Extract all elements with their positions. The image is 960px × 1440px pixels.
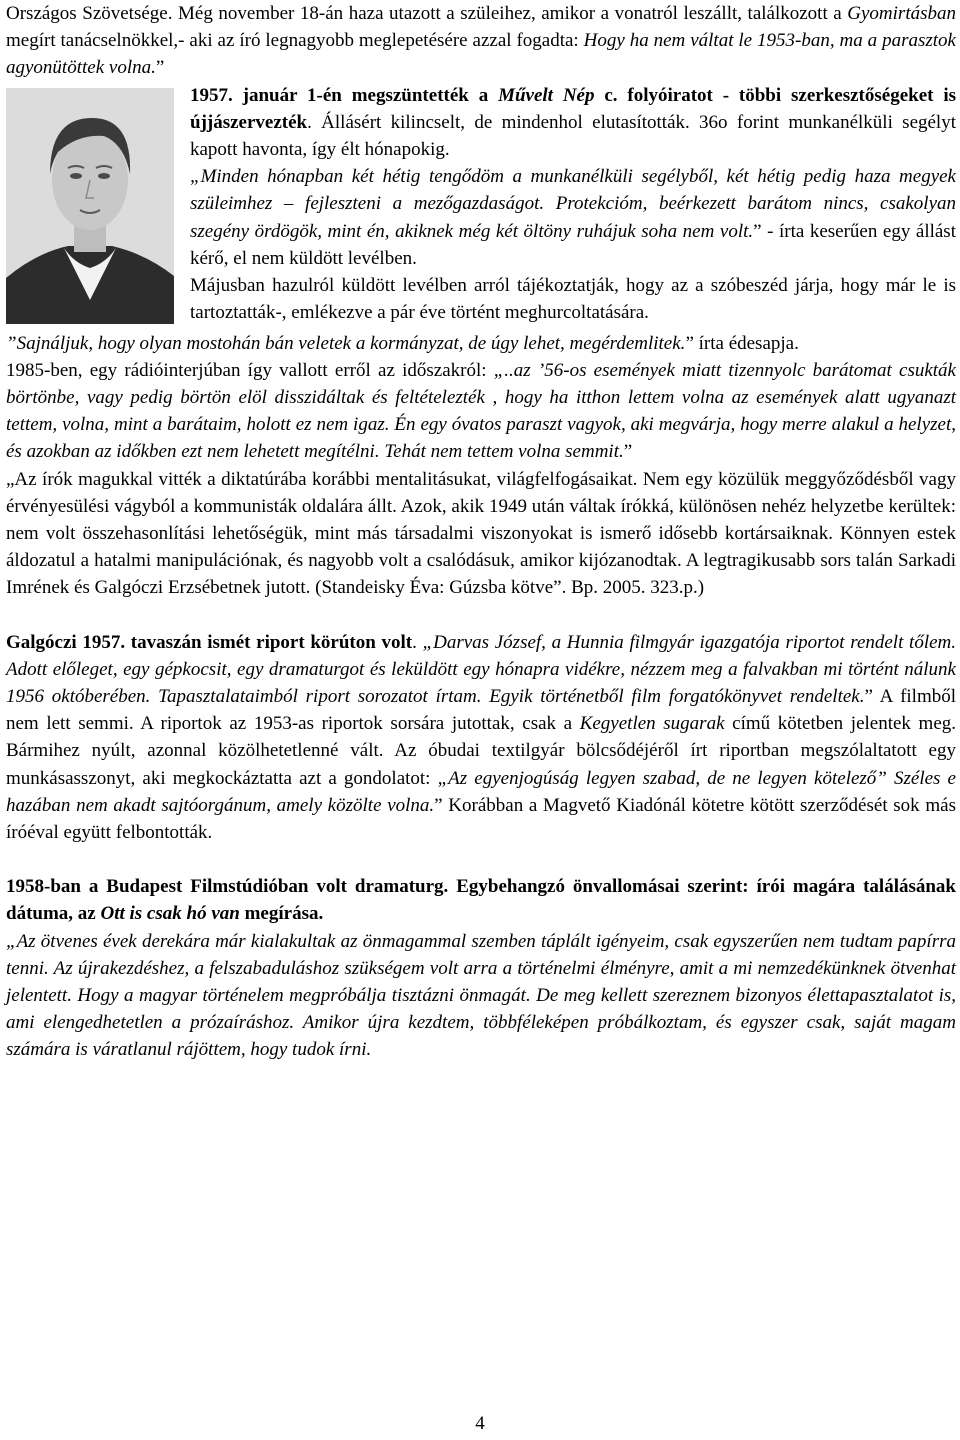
paragraph-interview-1985: 1985-ben, egy rádióinterjúban így vallott erről az időszakról: „..az ’56-os események miatt tizennyolc barátomat csukták börtönbe, vagy pedig börtön elöl disszidáltak és feltételezték , hogy ha itthon lettem volna az események alatt ugyanazt tettem, volna, mint a barátaim, holott ez nem igaz. Én egy óvatos paraszt vagyok, aki megvárja, hogy merre alakul a helyzet, és azokban az időkben ezt nem lehetett megítélni. Tehát nem tettem volna semmit.” <box>6 359 956 463</box>
paragraph-intro: Országos Szövetsége. Még november 18-án haza utazott a szüleihez, amikor a vonatról leszállt, találkozott a Gyomirtásban megírt tanácselnökkel,- aki az író legnagyobb meglepetésére azzal fogadta: Hogy ha nem váltat le 1953-ban, ma a parasztok agyonütöttek volna.” <box>6 3 956 79</box>
paragraph-1958-heading: 1958-ban a Budapest Filmstúdióban volt dramaturg. Egybehangzó önvallomásai szerint: írói magára találásának dátuma, az Ott is csak hó van megírása. <box>6 876 956 925</box>
paragraph-standeisky-quote: „Az írók magukkal vitték a diktatúrába korábbi mentalitásukat, világfelfogásaikat. Nem egy közülük meggyőződésből vagy érvényesülési vágyból a kommunisták oldalára állt. Azok, akik 1949 után váltak írókká, különösen nehéz helyzetbe kerültek: nem volt összehasonlítási lehetőségük, mint más társadalmi viszonyokat is ismerő idősebb kortársaiknak. Könnyen estek áldozatul a hatalmi manipulációnak, és nagyobb volt a csalódásuk, amikor kijózanodtak. A legtragikusabb sors talán Sarkadi Imrének és Galgóczi Erzsébetnek jutott. (Standeisky Éva: Gúzsba kötve”. Bp. 2005. 323.p.) <box>6 468 956 599</box>
page-number: 4 <box>475 1413 485 1434</box>
portrait-image <box>6 88 174 324</box>
paragraph-1957: 1957. január 1-én megszüntették a Művelt Nép c. folyóiratot - többi szerkesztőségeket is újjászervezték. Állásért kilincselt, de mindenhol elutasították. 36o forint munkanélküli segélyt kapott havonta, így élt hónapokig. <box>190 84 956 161</box>
portrait-photo <box>6 84 184 330</box>
paragraph-spring-1957: Galgóczi 1957. tavaszán ismét riport körúton volt. „Darvas József, a Hunnia filmgyár igazgatója riportot rendelt tőlem. Adott előleget, egy gépkocsit, egy dramaturgot és leküldött egy hónapra vidékre, nézzem meg a falvakban mi történt nálunk 1956 októberében. Tapasztalataimból riport sorozatot írtam. Egyik történetből film forgatókönyvet rendeltek.” A filmből nem lett semmi. A riportok az 1953-as riportok sorsára jutottak, csak a Kegyetlen sugarak című kötetben jelentek meg. Bármihez nyúlt, azonnal közölhetetlenné vált. Az óbudai textilgyár bölcsődéjéről írt riportban megszólaltatott egy munkásasszonyt, aki megkockáztatta azt a gondolatot: „Az egyenjogúság legyen szabad, de ne legyen kötelező” Széles e hazában nem akadt sajtóorgánum, amely közölte volna.” Korábban a Magvető Kiadónál kötetre kötött szerződését sok más íróéval együtt felbontották. <box>6 631 957 844</box>
paragraph-fifties-quote: „Az ötvenes évek derekára már kialakultak az önmagammal szemben táplált igényeim, csak egyszerűen nem tudtam papírra tenni. Az újrakezdéshez, a felszabaduláshoz szükségem volt arra a történelmi élményre, amit a mi nemzedékünknek ötvenhat jelentett. Hogy a magyar történelem megpróbálja tisztázni önmagát. De meg kellett szereznem bizonyos élettapasztalatot is, ami elengedhetetlen a prózaíráshoz. Amikor újra kezdtem, többféleképen próbálkoztam, és egyszer csak, saját magam számára is váratlanul rájöttem, hogy tudok írni. <box>6 930 956 1061</box>
paragraph-father: ”Sajnáljuk, hogy olyan mostohán bán veletek a kormányzat, de úgy lehet, megérdemlitek.” írta édesapja. <box>6 332 799 354</box>
paragraph-may-letter: Májusban hazulról küldött levélben arról tájékoztatják, hogy az a szóbeszéd járja, hogy már le is tartoztatták-, emlékezve a pár éve történt meghurcoltatására. <box>190 275 956 324</box>
document-page <box>6 0 956 1064</box>
paragraph-quote-unemployment: „Minden hónapban két hétig tengődöm a munkanélküli segélyből, két hétig pedig haza megyek szüleimhez – fejleszteni a mezőgazdaságot. Protekcióm, beérkezett barátom nincs, csakolyan szegény ördögök, mint én, akiknek még két öltöny ruhájuk soha nem volt.” - írta keserűen egy állást kérő, el nem küldött levélben. <box>190 166 956 269</box>
